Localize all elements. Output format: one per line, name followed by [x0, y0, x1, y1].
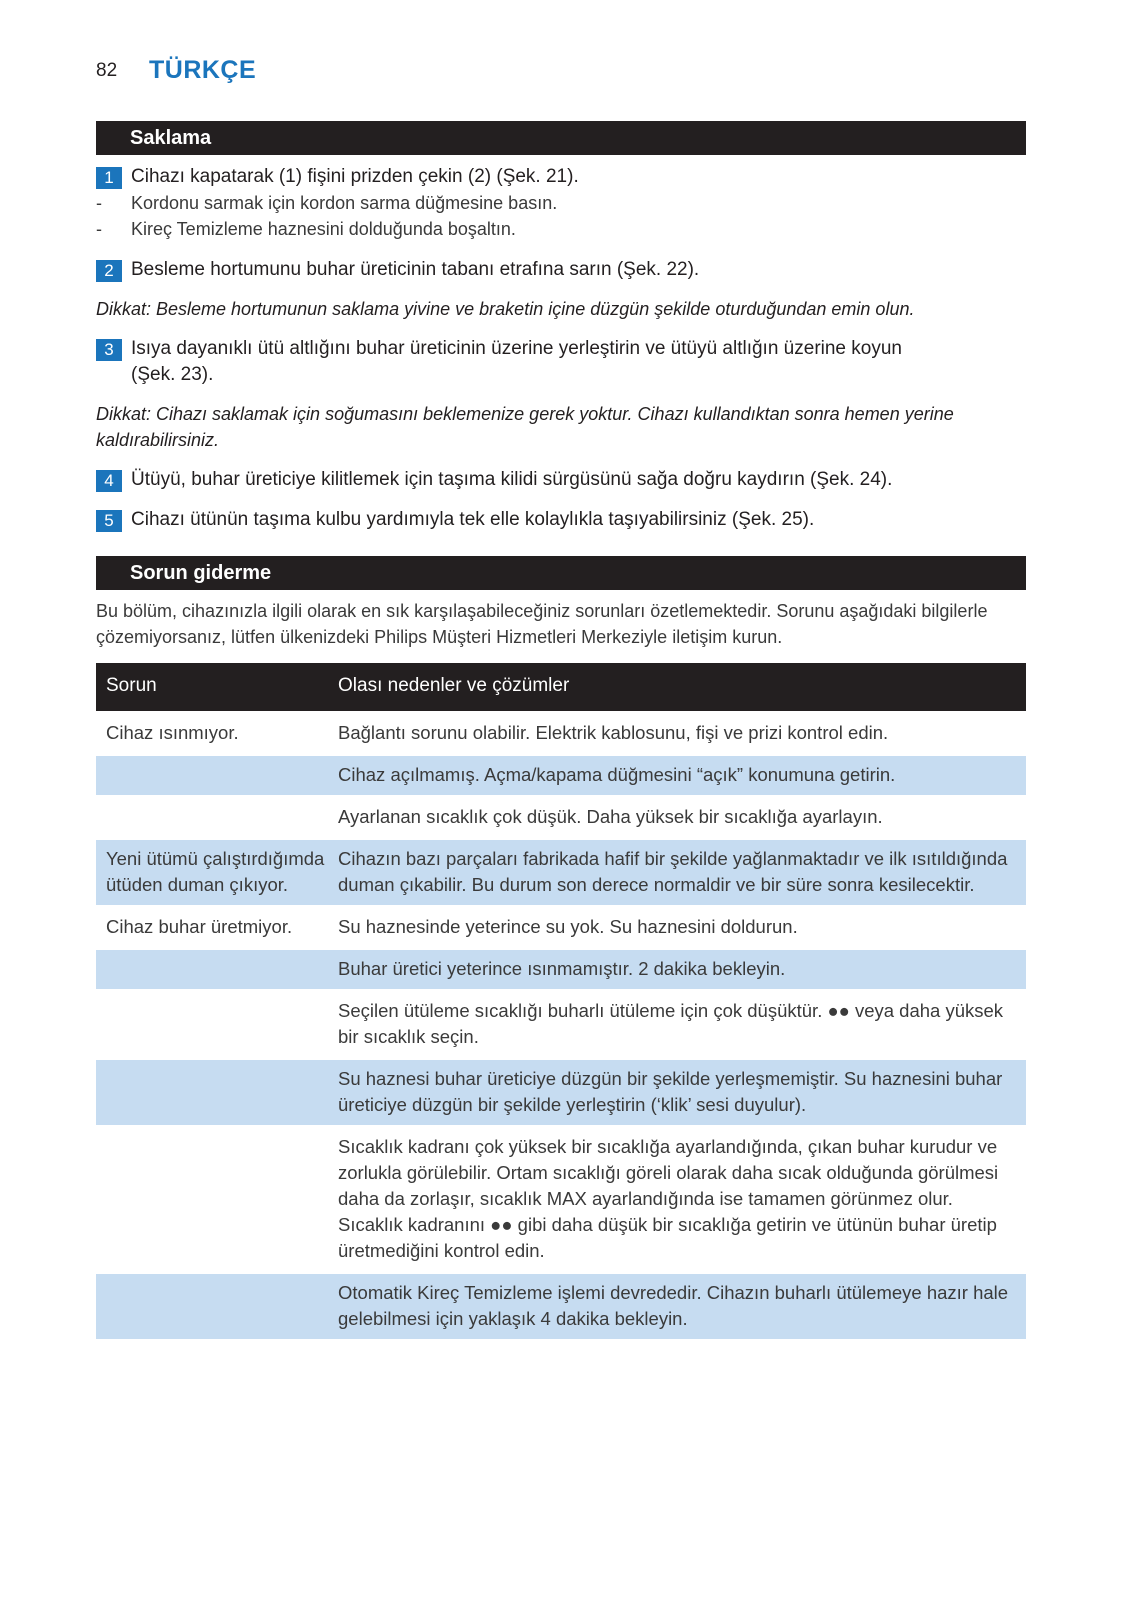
- table-row: [96, 1274, 1026, 1339]
- step-text: Cihazı kapatarak (1) fişini prizden çekin (2) (Şek. 21).: [131, 166, 579, 187]
- solution-cell: Seçilen ütüleme sıcaklığı buharlı ütüleme için çok düşüktür. ●● veya daha yüksek bir sıcaklık seçin.: [338, 1000, 1004, 1047]
- bullet-text: Kireç Temizleme haznesini dolduğunda boşaltın.: [131, 219, 516, 239]
- step-text: Besleme hortumunu buhar üreticinin tabanı etrafına sarın (Şek. 22).: [131, 259, 700, 280]
- table-row: [96, 908, 1026, 947]
- solution-cell: Bağlantı sorunu olabilir. Elektrik kablosunu, fişi ve prizi kontrol edin.: [338, 722, 889, 743]
- step-number-badge: 2: [96, 260, 122, 282]
- troubleshooting-intro: Bu bölüm, cihazınızla ilgili olarak en sık karşılaşabileceğiniz sorunları özetlemektedir. Sorunu aşağıdaki bilgilerle çözemiyorsanız, lütfen ülkenizdeki Philips Müşteri Hizmetleri Merkeziyle iletişim kurun.: [96, 601, 988, 647]
- header-solution: Olası nedenler ve çözümler: [338, 675, 570, 696]
- table-row: [96, 1060, 1026, 1125]
- problem-cell: [96, 1274, 338, 1339]
- problem-cell: Cihaz ısınmıyor.: [106, 722, 239, 743]
- page-number: 82: [96, 60, 118, 81]
- table-row: [96, 840, 1026, 905]
- solution-cell: Buhar üretici yeterince ısınmamıştır. 2 dakika bekleyin.: [338, 958, 786, 979]
- table-row: [96, 1128, 1026, 1271]
- bullet-text: Kordonu sarmak için kordon sarma düğmesine basın.: [131, 193, 558, 213]
- solution-cell: Su haznesinde yeterince su yok. Su haznesini doldurun.: [338, 916, 798, 937]
- solution-cell: Cihazın bazı parçaları fabrikada hafif bir şekilde yağlanmaktadır ve ilk ısıtıldığında duman çıkabilir. Bu durum son derece normaldir ve bir süre sonra kesilecektir.: [338, 848, 1008, 895]
- table-row: [96, 798, 1026, 837]
- table-row: [96, 950, 1026, 989]
- storage-note-2: Dikkat: Cihazı saklamak için soğumasını beklemenize gerek yoktur. Cihazı kullandıktan sonra hemen yerine kaldırabilirsiniz.: [96, 404, 954, 450]
- solution-cell: Su haznesi buhar üreticiye düzgün bir şekilde yerleşmemiştir. Su haznesini buhar üreticiye düzgün bir şekilde yerleştirin (‘klik’ sesi duyulur).: [338, 1068, 1003, 1115]
- step-text: Ütüyü, buhar üreticiye kilitlemek için taşıma kilidi sürgüsünü sağa doğru kaydırın (Şek. 24).: [131, 469, 893, 490]
- solution-cell: Sıcaklık kadranı çok yüksek bir sıcaklığa ayarlandığında, çıkan buhar kurudur ve zorlukla görülebilir. Ortam sıcaklığı göreli olarak daha sıcak olduğunda görülmesi daha da zorlaşır, sıcaklık MAX ayarlandığında ise tamamen görünmez olur. Sıcaklık kadranını ●● gibi daha düşük bir sıcaklığa getirin ve ütünün buhar üretip üretmediğini kontrol edin.: [338, 1136, 999, 1261]
- language-title: TÜRKÇE: [149, 56, 257, 84]
- problem-cell: [96, 798, 338, 837]
- problem-cell: Yeni ütümü çalıştırdığımda ütüden duman çıkıyor.: [106, 848, 325, 895]
- problem-cell: [96, 1128, 338, 1271]
- problem-cell: [96, 992, 338, 1057]
- solution-cell: Cihaz açılmamış. Açma/kapama düğmesini “açık” konumuna getirin.: [338, 764, 896, 785]
- step-number-badge: 3: [96, 339, 122, 361]
- table-row: [96, 992, 1026, 1057]
- storage-note-1: Dikkat: Besleme hortumunun saklama yivine ve braketin içine düzgün şekilde oturduğundan emin olun.: [96, 299, 915, 319]
- bullet-dash: -: [96, 193, 102, 213]
- header-problem: Sorun: [106, 675, 157, 696]
- step-number-badge: 1: [96, 167, 122, 189]
- step-text: Isıya dayanıklı ütü altlığını buhar üreticinin üzerine yerleştirin ve ütüyü altlığın üzerine koyun (Şek. 23).: [131, 338, 902, 385]
- solution-cell: Otomatik Kireç Temizleme işlemi devrededir. Cihazın buharlı ütülemeye hazır hale gelebilmesi için yaklaşık 4 dakika bekleyin.: [338, 1282, 1009, 1329]
- problem-cell: [96, 1060, 338, 1125]
- section-heading-saklama: Saklama: [96, 121, 1026, 155]
- section-heading-troubleshooting: Sorun giderme: [96, 556, 1026, 590]
- table-row: [96, 714, 1026, 753]
- troubleshooting-table: [96, 663, 1026, 1339]
- bullet-dash: -: [96, 219, 102, 239]
- problem-cell: [96, 756, 338, 795]
- table-row: [96, 756, 1026, 795]
- step-text: Cihazı ütünün taşıma kulbu yardımıyla tek elle kolaylıkla taşıyabilirsiniz (Şek. 25).: [131, 509, 815, 530]
- problem-cell: [96, 950, 338, 989]
- solution-cell: Ayarlanan sıcaklık çok düşük. Daha yüksek bir sıcaklığa ayarlayın.: [338, 806, 883, 827]
- step-number-badge: 5: [96, 510, 122, 532]
- step-number-badge: 4: [96, 470, 122, 492]
- table-header-row: [96, 663, 1026, 711]
- problem-cell: Cihaz buhar üretmiyor.: [106, 916, 293, 937]
